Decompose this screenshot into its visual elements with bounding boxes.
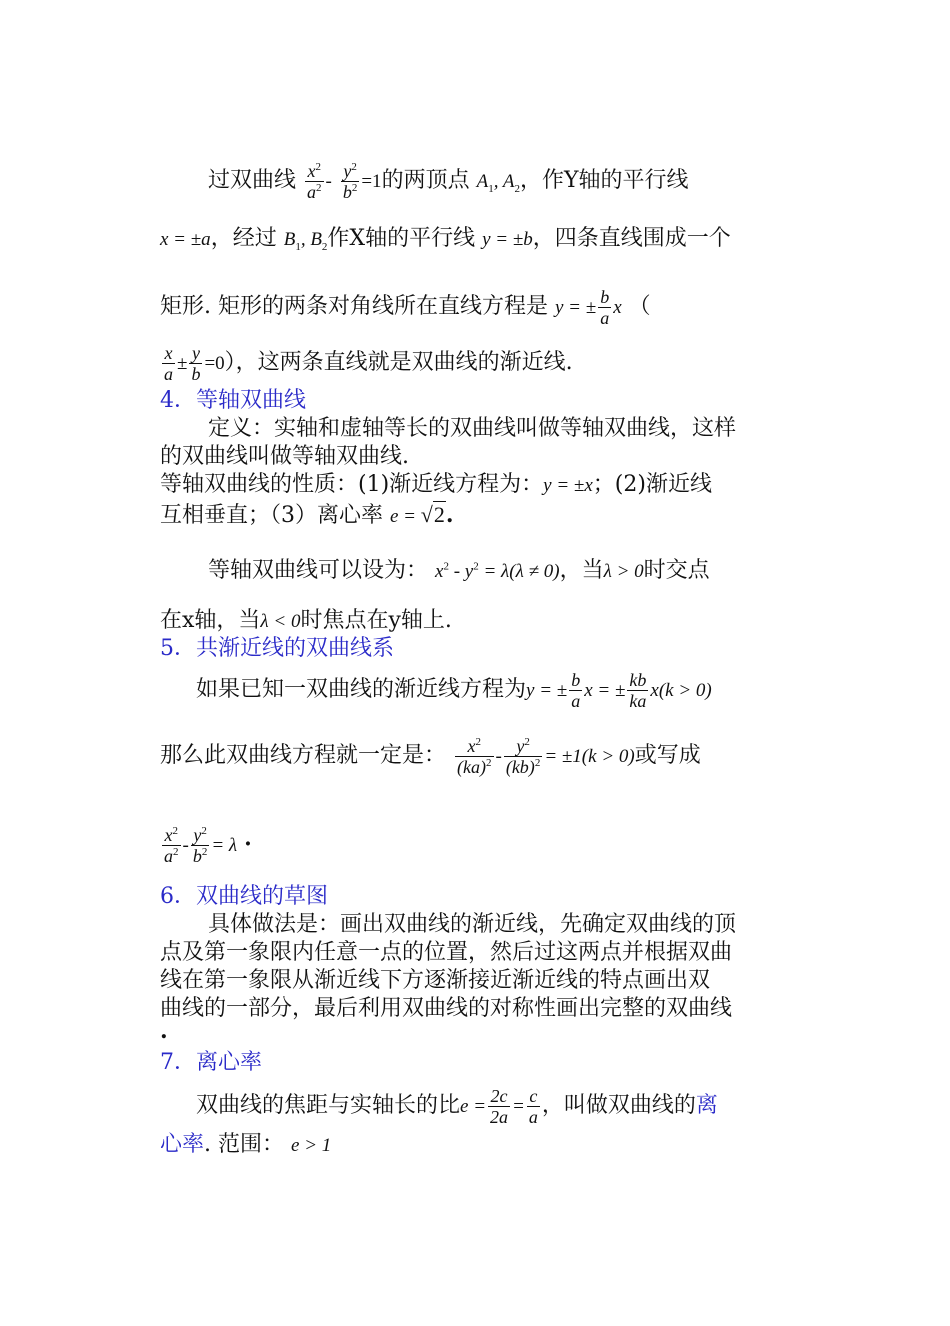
formula-x-over-a: $\frac{x}{a}$ [164,342,173,384]
formula-e-gt-1: e > 1 [291,1135,332,1156]
para-rectangle-line-2 [160,224,790,255]
formula-lambda-lt-0: λ < 0 [260,611,301,632]
para-rectangle-line-4: $\frac{x}{a}$ ± $\frac{y}{b}$ =0），这两条直线就是双曲线的渐近线. [164,342,573,384]
text: 时交点 [643,558,710,583]
section-7-line-1: 双曲线的焦距与实轴长的比e = $\frac{2c}{2a}$ = $\frac{c}{a}$ ，叫做双曲线的离 [196,1085,718,1127]
text: 或写成 [634,743,701,768]
text: ，作Y轴的平行线 [519,168,689,193]
text: 矩形. 矩形的两条对角线所在直线方程是 [160,294,548,319]
section-6-period: . [160,1018,168,1044]
text: 互相垂直；（3）离心率 [160,503,383,528]
text: 等轴双曲线的性质：(1)渐近线方程为： [160,472,544,497]
formula-equilateral: $x^2 - y^2 = \lambda(\lambda \ne 0)$ [435,560,560,582]
formula-y-over-b: $\frac{y}{b}$ [191,342,201,384]
text: 作X轴的平行线 [327,226,476,251]
para-rectangle-line-1: 过双曲线 $\frac{x^2}{a^2}$ - $\frac{y^2}{b^2}$ =1的两顶点 $A_1$, $A_2$，作Y轴的平行线 [208,160,689,202]
term-eccentricity-part-1: 离 [695,1093,718,1118]
text: ，四条直线围成一个 [532,226,731,251]
text: ，经过 [210,226,277,251]
text: 时焦点在y轴上. [300,608,452,633]
formula-sqrt-2: √2 [420,502,445,527]
formula-asymptote: y = ± [555,297,597,318]
formula-y2-over-kb2: $\frac{y^2}{(kb)^2}$ [505,735,541,777]
section-4-definition: 定义：实轴和虚轴等长的双曲线叫做等轴双曲线，这样 [208,416,737,441]
text: 等轴双曲线可以设为： [208,558,429,583]
section-4-setting [208,556,790,587]
formula-x-eq-pm-a: x = ±a [160,229,211,250]
section-6-line-2: 点及第一象限内任意一点的位置，然后过这两点并根据双曲 [160,940,733,965]
text: （ [628,294,651,319]
formula-lambda-gt-0: λ > 0 [603,561,644,582]
formula-vertices-b: $B_1$, $B_2$ [283,229,328,253]
text: 在x轴，当 [160,608,261,633]
text: 过双曲线 [208,168,297,193]
section-6-line-3: 线在第一象限从渐近线下方逐渐接近渐近线的特点画出双 [160,968,711,993]
section-5-heading: 5．共渐近线的双曲线系 [160,636,394,661]
formula-y-eq-pm-x: y = ±x [543,475,593,496]
formula-y2-over-b2: $\frac{y^2}{b^2}$ [192,824,208,866]
formula-2c-over-2a: $\frac{2c}{2a}$ [490,1085,509,1127]
section-5-line-2: 那么此双曲线方程就一定是： $\frac{x^2}{(ka)^2}$ - $\frac{y^2}{(kb)^2}$ = ±1(k > 0)或写成 [160,735,701,777]
text: ，叫做双曲线的 [541,1093,696,1118]
section-4-properties [160,470,790,501]
text: ，当 [559,558,604,583]
formula-x2-over-a2: $\frac{x^2}{a^2}$ [164,824,179,866]
text: 双曲线的焦距与实轴长的比 [196,1093,461,1118]
formula-b-over-a: $\frac{b}{a}$ [600,286,610,328]
formula-eccentricity-sqrt2: e = [390,506,421,527]
section-4-definition-cont: 的双曲线叫做等轴双曲线. [160,444,409,469]
term-eccentricity-part-2: 心率 [160,1132,205,1157]
section-4-heading: 4．等轴双曲线 [160,388,306,413]
section-5-line-3: $\frac{x^2}{a^2}$ - $\frac{y^2}{b^2}$ = λ · [164,824,252,866]
formula-y2-over-b2: $\frac{y^2}{b^2}$ [342,160,358,202]
section-6-line-4: 曲线的一部分，最后利用双曲线的对称性画出完整的双曲线 [160,996,733,1021]
formula-x2-over-ka2: $\frac{x^2}{(ka)^2}$ [457,735,492,777]
text: . 范围： [204,1132,285,1157]
formula-b-over-a: $\frac{b}{a}$ [571,669,581,711]
section-5-line-1: 如果已知一双曲线的渐近线方程为y = ± $\frac{b}{a}$ x = ± $\frac{kb}{ka}$ x(k > 0) [196,669,712,711]
section-7-line-2 [160,1130,790,1161]
text: ；(2)渐近线 [592,472,712,497]
section-6-heading: 6．双曲线的草图 [160,884,328,909]
section-6-line-1: 具体做法是：画出双曲线的渐近线，先确定双曲线的顶 [208,912,737,937]
text: 的两顶点 [381,168,470,193]
formula-kb-over-ka: $\frac{kb}{ka}$ [629,669,647,711]
formula-vertices-a: $A_1$, $A_2$ [476,171,520,195]
text: ），这两条直线就是双曲线的渐近线. [224,350,573,375]
formula-x2-over-a2: $\frac{x^2}{a^2}$ [307,160,322,202]
section-4-properties-cont: 互相垂直；（3）离心率 e = √2. [160,502,454,528]
section-4-setting-cont [160,606,790,637]
para-rectangle-line-3: 矩形. 矩形的两条对角线所在直线方程是 y = ± $\frac{b}{a}$ x （ [160,286,651,328]
formula-c-over-a: $\frac{c}{a}$ [528,1085,538,1127]
text: 那么此双曲线方程就一定是： [160,743,447,768]
formula-y-eq-pm-b: y = ±b [482,229,533,250]
text: 如果已知一双曲线的渐近线方程为 [196,677,527,702]
section-7-heading: 7．离心率 [160,1050,262,1075]
